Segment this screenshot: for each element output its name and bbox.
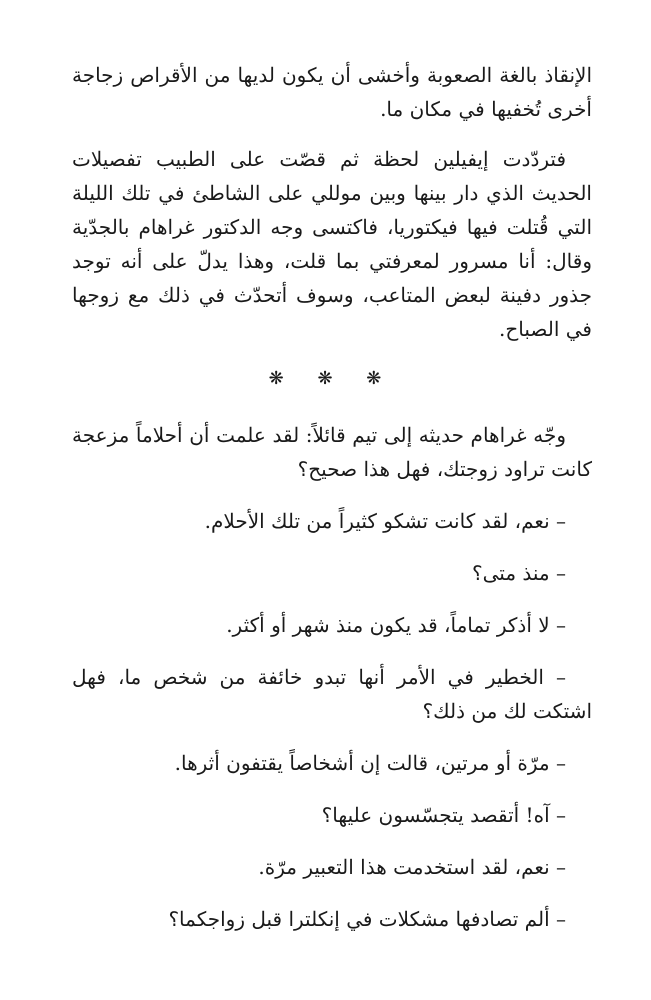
section-separator-asterisks: ❋ ❋ ❋ — [268, 368, 396, 389]
paragraph-narration: فتردّدت إيفيلين لحظة ثم قصّت على الطبيب تفصيلات الحديث الذي دار بينها وبين موللي على الشاطئ في تلك الليلة التي قُتلت فيها فيكتوريا، فاكتسى وجه الدكتور غراهام بالجدّية وقال: أنا مسرور لمعرفتي بما قلت، وهذا يدلّ على أنه توجد جذور دفينة لبعض المتاعب، وسوف أتحدّث في ذلك مع زوجها في الصباح. — [72, 147, 593, 341]
dialogue-line: – مرّة أو مرتين، قالت إن أشخاصاً يقتفون أثرها. — [174, 751, 566, 775]
dialogue-line: – ألم تصادفها مشكلات في إنكلترا قبل زواجكما؟ — [168, 907, 566, 931]
dialogue-line: – الخطير في الأمر أنها تبدو خائفة من شخص ما، فهل اشتكت لك من ذلك؟ — [72, 665, 592, 723]
paragraph-continuation: الإنقاذ بالغة الصعوبة وأخشى أن يكون لديها من الأقراص زجاجة أخرى تُخفيها في مكان ما. — [72, 63, 592, 121]
dialogue-line: – منذ متى؟ — [472, 561, 566, 585]
dialogue-line: – لا أذكر تماماً، قد يكون منذ شهر أو أكثر. — [226, 613, 566, 637]
dialogue-line: – نعم، لقد كانت تشكو كثيراً من تلك الأحلام. — [204, 509, 566, 533]
dialogue-line: – آه! أتقصد يتجسّسون عليها؟ — [321, 803, 566, 827]
dialogue-line: – نعم، لقد استخدمت هذا التعبير مرّة. — [258, 855, 566, 879]
book-page — [72, 58, 592, 954]
paragraph-dialogue-intro: وجّه غراهام حديثه إلى تيم قائلاً: لقد علمت أن أحلاماً مزعجة كانت تراود زوجتك، فهل هذا صحيح؟ — [72, 423, 592, 481]
